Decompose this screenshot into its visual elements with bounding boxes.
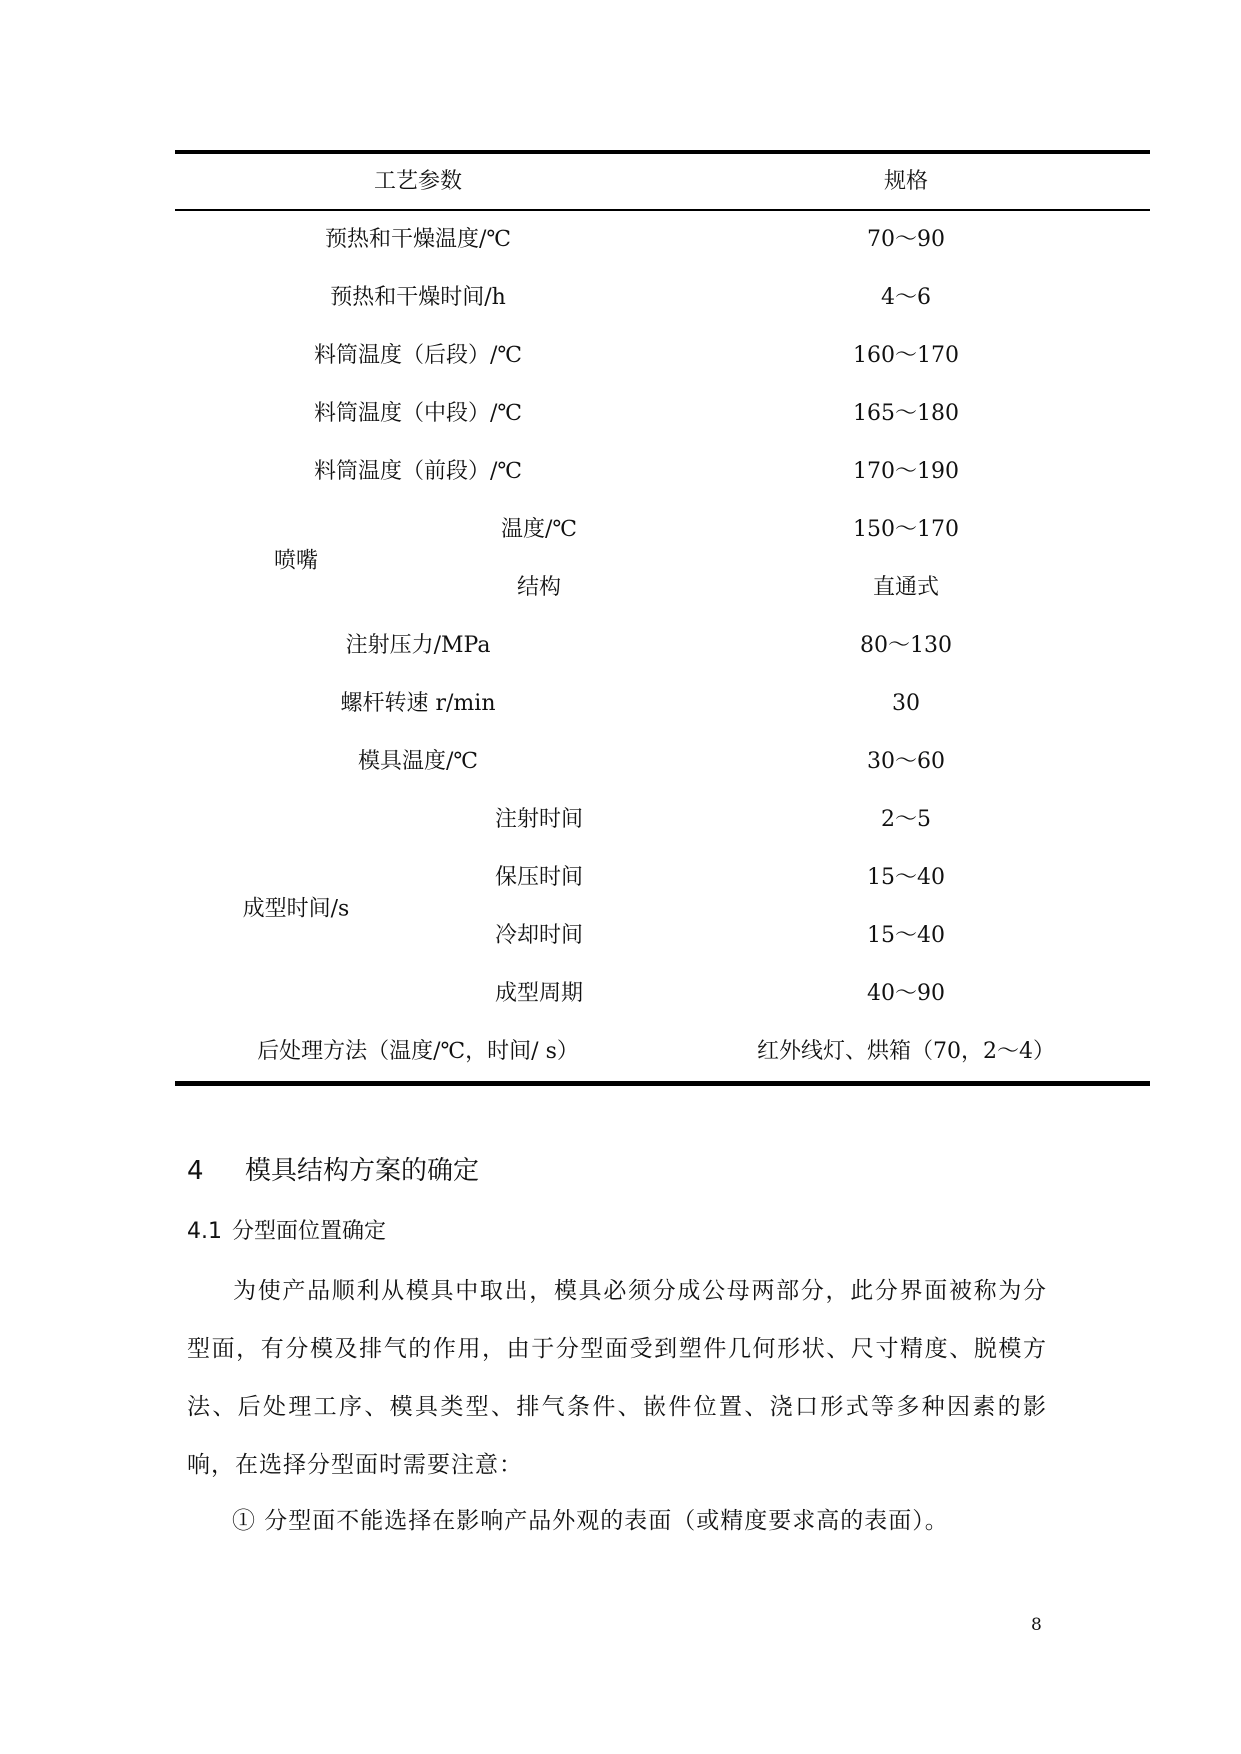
param-cell: 结构 xyxy=(516,575,562,600)
body-paragraph: 为使产品顺利从模具中取出，模具必须分成公母两部分，此分界面被称为分型面，有分模及排气的作用，由于分型面受到塑件几何形状、尺寸精度、脱模方法、后处理工序、模具类型、排气条件、嵌件位置、浇口形式等多种因素的影响，在选择分型面时需要注意： xyxy=(187,1278,1047,1478)
spec-cell: 30 xyxy=(892,691,920,716)
table-row xyxy=(175,733,1150,791)
table-row xyxy=(175,269,1150,327)
param-cell: 螺杆转速 r/min xyxy=(340,691,496,716)
spec-cell: 80～130 xyxy=(860,633,952,658)
param-cell: 成型周期 xyxy=(494,981,584,1006)
table-row xyxy=(175,907,1150,965)
param-cell: 模具温度/℃ xyxy=(357,749,479,774)
spec-cell: 直通式 xyxy=(872,575,940,600)
param-cell: 注射时间 xyxy=(494,807,584,832)
spec-cell: 70～90 xyxy=(867,227,945,252)
table-row xyxy=(175,327,1150,385)
subsection-title: 分型面位置确定 xyxy=(232,1219,387,1244)
spec-cell: 红外线灯、烘箱（70，2～4） xyxy=(757,1039,1055,1064)
table-row xyxy=(175,675,1150,733)
list-item: ① 分型面不能选择在影响产品外观的表面（或精度要求高的表面）。 xyxy=(232,1508,949,1534)
param-cell: 料筒温度（中段）/℃ xyxy=(313,401,523,426)
table-header-row xyxy=(175,154,1150,209)
spec-cell: 15～40 xyxy=(867,923,945,948)
table-row xyxy=(175,211,1150,269)
param-cell: 保压时间 xyxy=(494,865,584,890)
molding-time-group xyxy=(175,791,1150,1023)
spec-cell: 15～40 xyxy=(867,865,945,890)
param-cell: 注射压力/MPa xyxy=(345,633,491,658)
spec-cell: 4～6 xyxy=(881,285,931,310)
section-number: 4 xyxy=(187,1156,204,1186)
table-row xyxy=(175,443,1150,501)
spec-cell: 170～190 xyxy=(853,459,959,484)
table-row xyxy=(175,501,1150,559)
table-row xyxy=(175,965,1150,1023)
molding-time-group-label: 成型时间/s xyxy=(242,896,350,922)
spec-cell: 40～90 xyxy=(867,981,945,1006)
param-cell: 预热和干燥时间/h xyxy=(330,285,506,310)
param-cell: 冷却时间 xyxy=(494,923,584,948)
table-row xyxy=(175,1023,1150,1081)
table-row xyxy=(175,849,1150,907)
spec-cell: 30～60 xyxy=(867,749,945,774)
spec-cell: 160～170 xyxy=(853,343,959,368)
header-spec: 规格 xyxy=(883,169,929,194)
process-parameter-table xyxy=(175,150,1150,1086)
param-cell: 预热和干燥温度/℃ xyxy=(324,227,512,252)
subsection-heading xyxy=(187,1214,386,1245)
table-bottom-rule xyxy=(175,1081,1150,1086)
table-row xyxy=(175,617,1150,675)
param-cell: 温度/℃ xyxy=(500,517,578,542)
param-cell: 料筒温度（前段）/℃ xyxy=(313,459,523,484)
table-row xyxy=(175,385,1150,443)
param-cell: 后处理方法（温度/℃，时间/ s） xyxy=(257,1039,579,1064)
table-row xyxy=(175,791,1150,849)
page-number: 8 xyxy=(1031,1615,1042,1635)
spec-cell: 150～170 xyxy=(853,517,959,542)
nozzle-group xyxy=(175,501,1150,617)
header-param: 工艺参数 xyxy=(373,169,463,194)
spec-cell: 165～180 xyxy=(853,401,959,426)
table-row xyxy=(175,559,1150,617)
param-cell: 料筒温度（后段）/℃ xyxy=(313,343,523,368)
section-title: 模具结构方案的确定 xyxy=(245,1156,480,1186)
spec-cell: 2～5 xyxy=(881,807,931,832)
subsection-number: 4.1 xyxy=(187,1219,222,1244)
nozzle-group-label: 喷嘴 xyxy=(273,548,319,574)
section-heading xyxy=(187,1150,479,1187)
